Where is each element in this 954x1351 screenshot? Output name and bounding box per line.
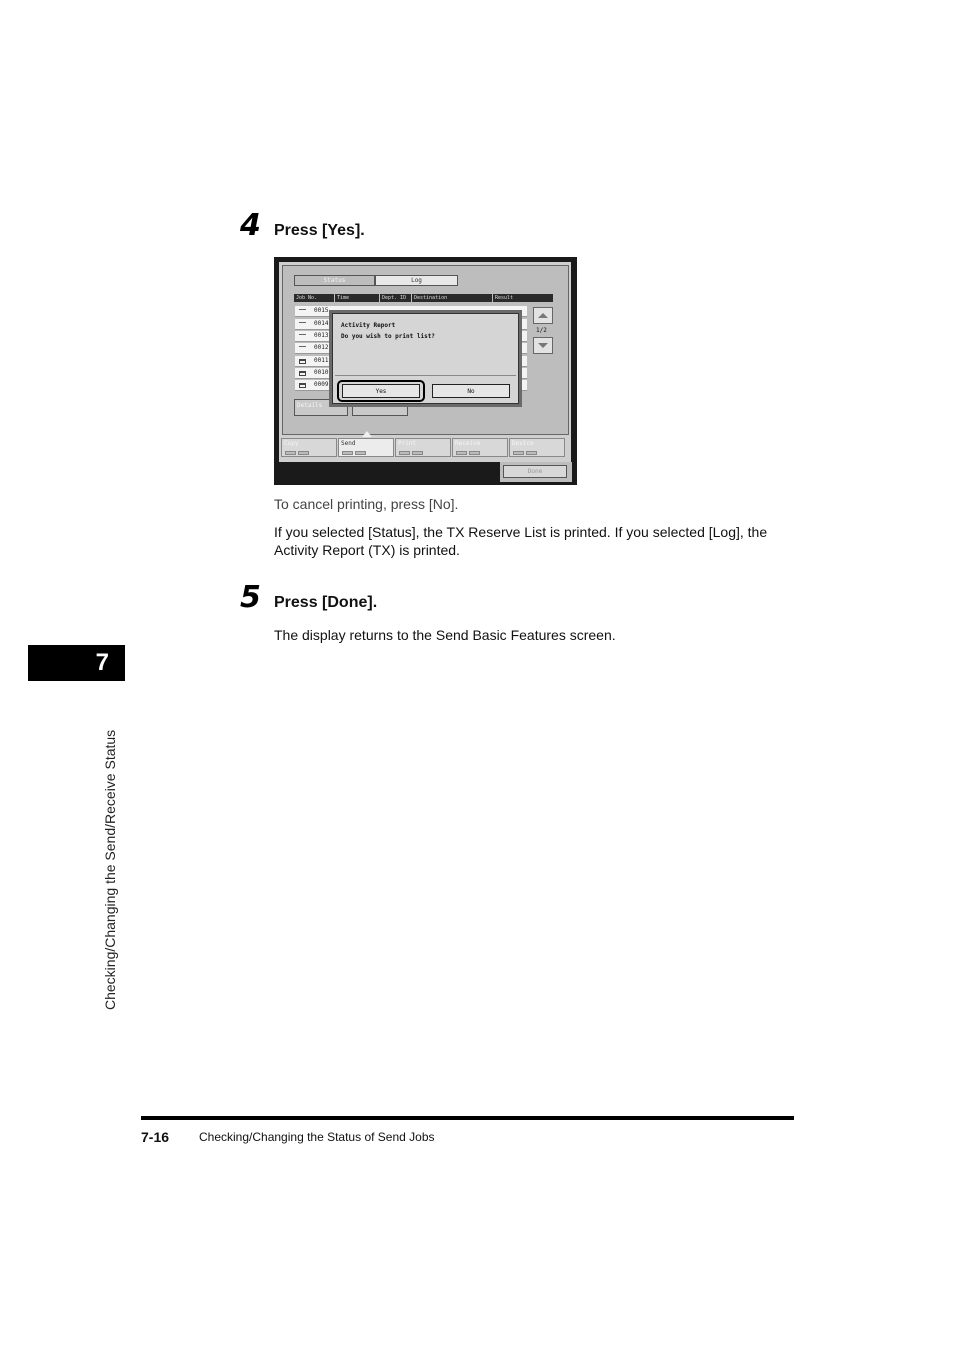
function-label: Copy	[284, 440, 299, 447]
scroll-down-button[interactable]	[533, 337, 553, 354]
job-number: 0012	[314, 344, 329, 351]
device-screen-image	[274, 257, 577, 485]
print-dialog	[329, 310, 522, 407]
footer-title: Checking/Changing the Status of Send Jobs	[199, 1130, 435, 1144]
column-destination: Destination	[412, 294, 492, 302]
page-indicator: 1/2	[536, 327, 547, 334]
tab-status[interactable]: Status	[294, 275, 375, 286]
function-label: Print	[398, 440, 417, 447]
indicator-icon	[412, 451, 423, 455]
fax-job-icon	[299, 371, 306, 376]
send-job-icon	[299, 322, 306, 327]
function-receive[interactable]	[452, 438, 508, 457]
step-title: Press [Done].	[274, 594, 378, 611]
arrow-down-icon	[538, 343, 548, 348]
dialog-title: Activity Report	[341, 322, 396, 329]
function-label: Send	[341, 440, 356, 447]
cancel-note: To cancel printing, press [No].	[274, 496, 459, 512]
body-text-line: The display returns to the Send Basic Features screen.	[274, 627, 616, 643]
yes-button[interactable]: Yes	[342, 384, 420, 398]
send-job-icon	[299, 346, 306, 351]
chapter-number: 7	[95, 649, 109, 676]
job-number: 0014	[314, 320, 329, 327]
done-button[interactable]: Done	[503, 465, 567, 478]
indicator-icon	[298, 451, 309, 455]
dialog-message: Do you wish to print list?	[341, 333, 435, 340]
function-print[interactable]	[395, 438, 451, 457]
function-label: Receive	[455, 440, 481, 447]
chapter-tab	[28, 645, 125, 681]
send-job-icon	[299, 334, 306, 339]
indicator-icon	[285, 451, 296, 455]
step-number: 4	[240, 208, 261, 243]
function-label: Device	[512, 440, 534, 447]
pointer-icon	[362, 431, 372, 437]
fax-job-icon	[299, 383, 306, 388]
step-title: Press [Yes].	[274, 222, 365, 239]
indicator-icon	[355, 451, 366, 455]
job-number: 0010	[314, 369, 329, 376]
column-dept-id: Dept. ID	[380, 294, 411, 302]
indicator-icon	[399, 451, 410, 455]
body-text-line: If you selected [Status], the TX Reserve List is printed. If you selected [Log], the	[274, 524, 768, 540]
scroll-up-button[interactable]	[533, 307, 553, 324]
column-result: Result	[493, 294, 553, 302]
body-text-line: Activity Report (TX) is printed.	[274, 542, 460, 558]
footer-rule	[141, 1116, 794, 1120]
job-number: 0009	[314, 381, 329, 388]
step-number: 5	[240, 580, 261, 615]
job-number: 0013	[314, 332, 329, 339]
no-button[interactable]: No	[432, 384, 510, 398]
function-device[interactable]	[509, 438, 565, 457]
indicator-icon	[342, 451, 353, 455]
job-number: 0011	[314, 357, 329, 364]
job-number: 0015	[314, 307, 329, 314]
dialog-body	[332, 313, 519, 404]
dialog-divider	[335, 375, 516, 376]
indicator-icon	[469, 451, 480, 455]
indicator-icon	[513, 451, 524, 455]
tab-log[interactable]: Log	[375, 275, 458, 286]
function-copy[interactable]	[281, 438, 337, 457]
function-send[interactable]	[338, 438, 394, 457]
indicator-icon	[526, 451, 537, 455]
fax-job-icon	[299, 359, 306, 364]
chapter-side-label: Checking/Changing the Send/Receive Status	[102, 729, 118, 1010]
arrow-up-icon	[538, 313, 548, 318]
page-number: 7-16	[141, 1129, 170, 1145]
indicator-icon	[456, 451, 467, 455]
send-job-icon	[299, 309, 306, 314]
column-job-no: Job No.	[294, 294, 334, 302]
column-time: Time	[335, 294, 379, 302]
details-button[interactable]: Details	[294, 399, 348, 416]
